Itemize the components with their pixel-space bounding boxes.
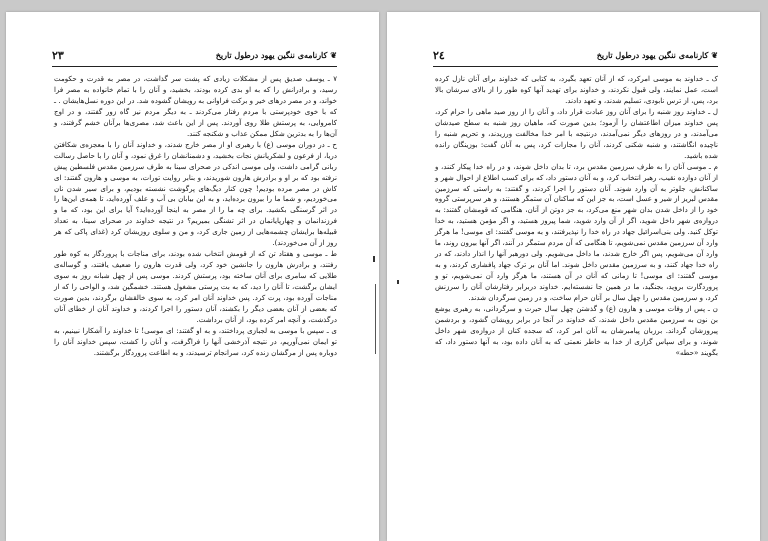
page-body [54,74,337,359]
paragraph: ن ـ پس از وفات موسی و هارون (ع) و گذشتن چهل سال حیرت و سرگردانی، به رهبری یوشع بن نون به سرزمین مقدس داخل شدند، که خداوند در آنجا در برابر رویشان گشود، و بردشمن پیروزشان گرداند. برزبان پیامبرشان به آنان امر کرد، که سجده کنان از دروازه‌ی شهر داخل شوند، و برای سپاس گزاری از خدا به خاطر نعمتی که به آنان داده بود، به آنها دستور داد، که بگویند «حطه» [435,304,718,357]
running-title [216,50,337,60]
paragraph: ح ـ در دوران موسی (ع) با رهبری او از مصر خارج شدند، و خداوند آنان را با معجزه‌ی شکافتن دریا، از فرعون و لشکریانش نجات بخشید، و دشمنانشان را غرق نمود، و آنان را با حاصل رسالت ربانی گرامی داشت، ولی موسی اندکی در صحرای سینا به طرف سرزمین مقدس فلسطین پیش نرفته بود که بر او و برادرش هارون شوریدند، و بنابر روایت تورات، به موسی و هارون گفتند: ای کاش در مصر مرده بودیم! چون کنار دیگ‌های پرگوشت نشسته بودیم، و برای سیر شدن نان می‌خوردیم، و شما ما را بیرون برده‌اید، و به این بیابان بی آب و علف آورده‌اید، تا همه‌ی این‌ها را در اثر گرسنگی بکشید. برای چه ما را از مصر به اینجا آورده‌اید؟ آیا برای این بود، که ما و فرزندانمان و چهارپایانمان در اثر تشنگی بمیریم؟ در نتیجه خداوند در صحرای سینا، به تعداد قبیله‌ها برایشان چشمه‌هایی از زمین جاری کرد، و من و سلوی روزیشان کرد (غذای پاکی که هر روز از آن می‌خوردند). [54,139,337,248]
paragraph: ط ـ موسی و هفتاد تن که از قومش انتخاب شده بودند، برای مناجات با پروردگار به کوه طور رفتند، و برادرش هارون را جانشین خود کرد، ولی قدرت هارون را ضعیف یافتند، و گوساله‌ی طلایی که سامری برای آنان ساخته بود، پرستش کردند. موسی پس از چهل شبانه روز به سوی ایشان برگشت، تا آنان را دید، که به بت پرستی مشغول هستند. خشمگین شد، و الواحی را که از مناجات آورده بود، پرت کرد. پس خداوند آنان امر کرد، به سوی خالقشان برگردند، بدین صورت که بعضی از آنان بعضی دیگر را بکشند، آنان دستور را اجرا کردند، و خداوند آنان از خطای آنان درگذشت، و آنچه امر کرده بود، از آنان برداشت. [54,249,337,324]
scan-gutter-mark [373,256,375,262]
page-header [52,50,337,67]
paragraph: ٧ ـ یوسف صدیق پس از مشکلات زیادی که پشت سر گذاشت، در مصر به قدرت و حکومت رسید، و برادرانش را که به او بدی کرده بودند، بخشید، و آنان را با تمام خانواده به مصر فرا خواند، و در مصر درهای خیر و برکت فراوانی به رویشان گشوده شد. در این دوره نسل‌هایشان . ـ که با خوی خودپرستی با مردم رفتار می‌کردند ـ به دیگر مردم نیز گاه زور گفتند، و در اوج کامروایی، به پرستش طلا روی آوردند. پس از این باعث شد، مصری‌ها برآنان خشم گرفتند، و آن‌ها را به بدترین شکل ممکن عذاب و شکنجه کنند. [54,74,337,138]
scan-gutter-mark [375,284,376,354]
paragraph: م ـ موسی آنان را به طرف سرزمین مقدس برد، تا بدان داخل شوند، و در راه خدا پیکار کنند، و از آنان دوازده نقیب، رهبر انتخاب کرد، و به آنان دستور داد، که برای کسب اطلاع از احوال شهر و ساکنانش، جلوتر به آن وارد شوند. آنان دستور را اجرا کردند، و گفتند: به راستی که سرزمین مقدس لبریز از شیر و عسل است، به جز این که ساکنان آن ستمگر هستند، و هر سرپرستی گروه خود را از داخل شدن بدان شهر منع می‌کرد، به جز دوتن از آنان، هنگامی که قومشان گفتند: به دروازه‌ی شهر داخل شوید، اگر از آن وارد شوید، شما پیروز هستید، و اگر مؤمن هستید، به خدا توکل کنید. ولی بنی‌اسرائیل جهاد در راه خدا را نپذیرفتند، و به موسی گفتند: ای موسی! ما هرگز وارد آن سرزمین مقدس نمی‌شویم، تا هنگامی که آن مردم ستمگر در آنند، اگر آنها بیرون روند، ما وارد آن می‌شویم، پس اگر خارج شدند، ما داخل می‌شویم. ولی دورهبر آنها را انذار دادند، که در راه خدا جهاد کنند، و به سرزمین مقدس داخل شوند. اما آنان بر ترک جهاد پافشاری کردند، و به موسی گفتند: ای موسی! تا زمانی که آنان در آن هستند، ما هرگز وارد آن نمی‌شویم، تو و پروردگارت بروید، بجنگید، ما در همین جا نشسته‌ایم. خداوند دربرابر رفتارشان آنان را سرزنش کرد، و سرزمین مقدس را چهل سال بر آنان حرام ساخت، و در زمین سرگردان شدند. [435,161,718,303]
running-title-text: کارنامه‌ی ننگین یهود درطول تاریخ [596,50,709,60]
page-number: ٢٣ [52,49,64,62]
left-page [6,12,379,541]
paragraph: ک ـ خداوند به موسی امرکرد، که از آنان تعهد بگیرد، به کتابی که خداوند برای آنان نازل کرده است، عمل نمایند، ولی قبول نکردند، و خداوند برای تهدید آنها کوه طور را از بالای سرشان بالا برد، پس، از ترس نابودی، تسلیم شدند، و تعهد دادند. [435,74,718,105]
running-title-text: کارنامه‌ی ننگین یهود درطول تاریخ [215,50,328,60]
page-body [435,74,718,359]
paragraph: ل ـ خداوند روز شنبه را برای آنان روز عبادت قرار داد، و آنان را از روز صید ماهی را حرام کرد، پس خداوند میزان اطاعتشان را آزمود؛ بدین صورت که، ماهیان روز شنبه به سطح صیدشان می‌آمدند، و در روزهای دیگر نمی‌آمدند، درنتیجه با امر خدا مخالفت ورزیدند، و تحریم شنبه را ناچیده انگاشتند، و شنبه شکنی کردند، آنان را مجازات کرد، پس به آنان گفت: بوزینگان رانده شده باشید. [435,106,718,160]
book-ornament-icon: ❦ [330,50,337,60]
right-page [387,12,760,541]
book-ornament-icon: ❦ [711,50,718,60]
page-header [433,50,718,67]
running-title [597,50,718,60]
page-number: ٢٤ [433,49,445,62]
paragraph: ی ـ سپس با موسی به لجبازی پرداختند، و به او گفتند: ای موسی! تا خداوند را آشکارا نبینیم، به تو ایمان نمی‌آوریم، در نتیجه آذرخشی آنها را فراگرفت، و آنان را کشت، سپس خداوند آنان را دوباره پس از مرگشان زنده کرد، سرانجام ترسیدند، و به اطاعت پروردگار برگشتند. [54,325,337,357]
scan-gutter-mark [397,280,399,284]
